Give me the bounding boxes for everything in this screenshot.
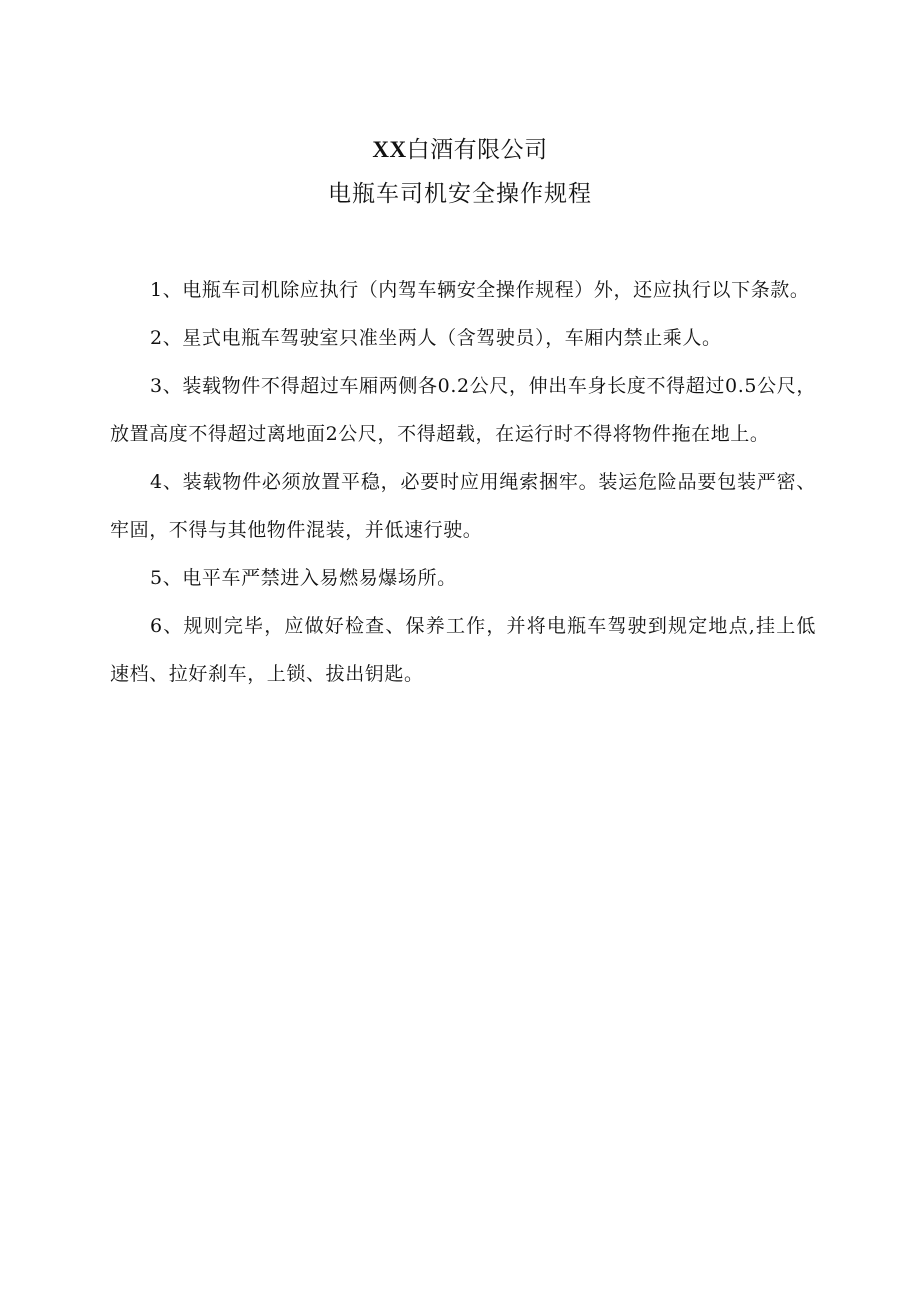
paragraph-1: 1、电瓶车司机除应执行（内驾车辆安全操作规程）外，还应执行以下条款。: [150, 279, 810, 301]
company-name: 白酒有限公司: [406, 137, 548, 163]
paragraph-2: 2、星式电瓶车驾驶室只准坐两人（含驾驶员），车厢内禁止乘人。: [150, 327, 722, 349]
paragraph-6: 6、规则完毕，应做好检查、保养工作，并将电瓶车驾驶到规定地点,挂上低速档、拉好刹车，上锁、拔出钥匙。: [110, 615, 816, 685]
paragraph-3: 3、装载物件不得超过车厢两侧各0.2公尺，伸出车身长度不得超过0.5公尺，放置高度不得超过离地面2公尺，不得超载，在运行时不得将物件拖在地上。: [110, 375, 816, 445]
paragraph-4: 4、装载物件必须放置平稳，必要时应用绳索捆牢。装运危险品要包装严密、牢固，不得与其他物件混装，并低速行驶。: [110, 471, 816, 541]
paragraph-5: 5、电平车严禁进入易燃易爆场所。: [150, 567, 457, 589]
company-name-heading: [0, 128, 920, 172]
document-title: 电瓶车司机安全操作规程: [328, 181, 592, 207]
document-header: [0, 128, 920, 216]
document-body: [110, 266, 816, 698]
company-prefix: XX: [372, 137, 407, 162]
